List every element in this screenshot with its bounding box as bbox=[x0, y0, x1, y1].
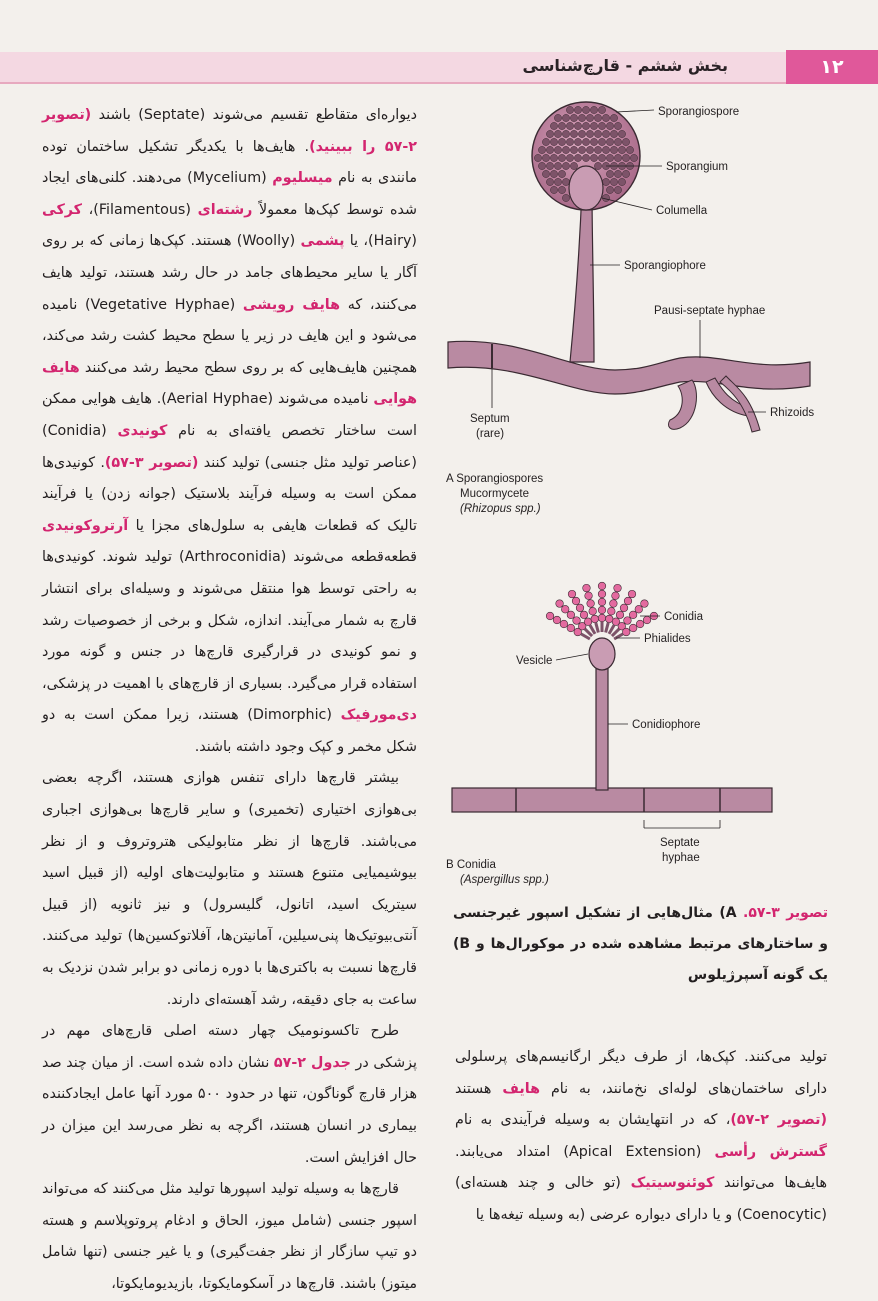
spore bbox=[538, 146, 545, 153]
conidium bbox=[567, 624, 575, 632]
caption-b-line2: (Aspergillus spp.) bbox=[460, 874, 549, 886]
spore bbox=[546, 178, 553, 185]
conidium bbox=[560, 620, 568, 628]
spore bbox=[566, 154, 573, 161]
spore bbox=[590, 106, 597, 113]
conidia-chains bbox=[546, 582, 658, 639]
conidium bbox=[635, 605, 643, 613]
label-vesicle: Vesicle bbox=[516, 655, 553, 667]
caption-a-line1: A Sporangiospores bbox=[446, 473, 544, 485]
spore bbox=[622, 138, 629, 145]
conidium bbox=[556, 600, 564, 608]
conidium bbox=[608, 607, 616, 615]
label-phialides: Phialides bbox=[644, 633, 691, 645]
conidium bbox=[629, 624, 637, 632]
conidium bbox=[598, 582, 606, 590]
label-conidiophore: Conidiophore bbox=[632, 719, 701, 731]
spore bbox=[582, 138, 589, 145]
spore bbox=[574, 138, 581, 145]
spore bbox=[590, 138, 597, 145]
spore bbox=[574, 122, 581, 129]
spore bbox=[554, 114, 561, 121]
spore bbox=[550, 122, 557, 129]
spore bbox=[570, 146, 577, 153]
conidium bbox=[610, 600, 618, 608]
spore bbox=[606, 154, 613, 161]
spore bbox=[558, 186, 565, 193]
spore bbox=[606, 186, 613, 193]
spore bbox=[618, 130, 625, 137]
spore bbox=[558, 122, 565, 129]
spore bbox=[562, 130, 569, 137]
conidium bbox=[573, 617, 581, 625]
rhizopus-diagram bbox=[446, 102, 814, 515]
phialide bbox=[609, 625, 614, 634]
spore bbox=[574, 106, 581, 113]
spore bbox=[618, 178, 625, 185]
paragraph-4: قارچ‌ها به وسیله تولید اسپورها تولید مثل می‌کنند که می‌تواند اسپور جنسی (شامل میوز، الحاق و ادغام پروتوپلاسم و هسته دو تیپ سازگار از نظر جفت‌گیری) و یا غیر جنسی (تنها شامل میتوز) باشند. قارچ‌ها در آسکومایکوتا، بازیدیومایکوتا، bbox=[42, 1181, 417, 1292]
spore bbox=[570, 130, 577, 137]
spore bbox=[590, 122, 597, 129]
conidium bbox=[598, 590, 606, 598]
spore bbox=[538, 162, 545, 169]
spore bbox=[590, 154, 597, 161]
conidium bbox=[589, 607, 597, 615]
conidium bbox=[629, 611, 637, 619]
spore bbox=[554, 178, 561, 185]
spore bbox=[566, 138, 573, 145]
label-septum-rare: (rare) bbox=[476, 428, 505, 440]
spore bbox=[534, 154, 541, 161]
phialide bbox=[612, 629, 619, 636]
conidium bbox=[572, 597, 580, 605]
conidium bbox=[614, 584, 622, 592]
figure-diagram bbox=[430, 90, 878, 890]
spore bbox=[554, 146, 561, 153]
conidium bbox=[568, 590, 576, 598]
spore bbox=[602, 114, 609, 121]
caption-a-line2: Mucormycete bbox=[460, 488, 530, 500]
conidium bbox=[636, 620, 644, 628]
caption-label: تصویر ۳-۵۷. bbox=[743, 905, 829, 921]
label-septate: Septate bbox=[660, 837, 700, 849]
caption-b-line1: B Conidia bbox=[446, 859, 496, 871]
phialide bbox=[585, 629, 592, 636]
spore bbox=[558, 170, 565, 177]
label-rhizoids: Rhizoids bbox=[770, 407, 815, 419]
label-septum: Septum bbox=[470, 413, 510, 425]
spore bbox=[622, 154, 629, 161]
spore bbox=[570, 114, 577, 121]
conidium bbox=[580, 611, 588, 619]
phialide bbox=[590, 625, 595, 634]
spore bbox=[542, 154, 549, 161]
spore bbox=[578, 146, 585, 153]
conidium bbox=[616, 611, 624, 619]
spore bbox=[566, 122, 573, 129]
spore bbox=[546, 146, 553, 153]
spore bbox=[582, 106, 589, 113]
label-sporangiospore: Sporangiospore bbox=[658, 106, 740, 118]
chapter-title: بخش ششم - قارچ‌شناسی bbox=[522, 56, 728, 75]
conidium bbox=[598, 606, 606, 614]
label-sporangium: Sporangium bbox=[666, 161, 729, 173]
conidium bbox=[591, 615, 599, 623]
conidium bbox=[620, 604, 628, 612]
header-bar bbox=[0, 52, 878, 84]
spore bbox=[542, 170, 549, 177]
spore bbox=[614, 138, 621, 145]
caption-a-line3: (Rhizopus spp.) bbox=[460, 503, 541, 515]
spore bbox=[602, 146, 609, 153]
spore bbox=[578, 130, 585, 137]
spore bbox=[550, 186, 557, 193]
spore bbox=[542, 138, 549, 145]
paragraph-2: بیشتر قارچ‌ها دارای تنفس هوازی هستند، اگرچه بعضی بی‌هوازی اختیاری (تخمیری) و سایر قارچ‌ها بی‌هوازی اجباری می‌باشند. قارچ‌ها از نظر متابولیکی هتروتروف و از نظر بیوشیمیایی متنوع هستند و متابولیت‌های اولیه (از قبیل اسید سیتریک اسید، اتانول، گلیسرول) و نیز ثانویه (از قبیل آنتی‌بیوتیک‌ها پنی‌سیلین، آمانیتن‌ها، آفلاتوکسین‌ها) تولید می‌کنند. قارچ‌ها نسبت به باکتری‌ها با دوره زمانی دو برابر شدن نزدیک به ساعت به جای دقیقه، رشد آهسته‌ای دارند. bbox=[42, 770, 417, 1008]
label-columella: Columella bbox=[656, 205, 708, 217]
spore bbox=[546, 130, 553, 137]
label-septate-hyphae: hyphae bbox=[662, 852, 700, 864]
spore bbox=[570, 162, 577, 169]
spore bbox=[582, 122, 589, 129]
conidium bbox=[585, 592, 593, 600]
spore bbox=[622, 170, 629, 177]
conidium bbox=[612, 592, 620, 600]
spore bbox=[550, 154, 557, 161]
spore bbox=[562, 194, 569, 201]
spore bbox=[558, 154, 565, 161]
spore bbox=[594, 114, 601, 121]
spore bbox=[546, 162, 553, 169]
conidium bbox=[576, 604, 584, 612]
spore bbox=[582, 154, 589, 161]
spore bbox=[626, 146, 633, 153]
spore bbox=[578, 114, 585, 121]
spore bbox=[614, 170, 621, 177]
spore bbox=[606, 170, 613, 177]
label-sporangiophore: Sporangiophore bbox=[624, 260, 706, 272]
spore bbox=[562, 178, 569, 185]
spore bbox=[554, 162, 561, 169]
phialide bbox=[596, 623, 599, 633]
spore bbox=[610, 114, 617, 121]
paragraph-right-1: تولید می‌کنند. کپک‌ها، از طرف دیگر ارگانیسم‌های پرسلولی دارای ساختمان‌های لوله‌ای نخ‌مانند، به نام هایف هستند (تصویر ۲-۵۷)، که در انتهایشان به وسیله فرآیندی به نام گسترش رأسی (Apical Extension) امتداد می‌یابند. هایف‌ها می‌توانند کوئنوسیتیک (تو خالی و چند هسته‌ای) (Coenocytic) و یا دارای دیواره عرضی (به وسیله تیغه‌ها یا bbox=[455, 1049, 827, 1223]
paragraph-1: دیواره‌ای متقاطع تقسیم می‌شوند (Septate) باشند (تصویر ۲-۵۷ را ببینید). هایف‌ها با یکدیگر تشکیل ساختمان توده مانندی به نام میسلیوم (Mycelium) می‌دهند. کلنی‌های ایجاد شده توسط کپک‌ها معمولاً رشته‌ای (Filamentous)، کرکی (Hairy)، یا پشمی (Woolly) هستند. کپک‌ها زمانی که بر روی آگار یا سایر محیط‌های جامد در حال رشد هستند، تولید هایف می‌کنند، که هایف رویشی (Vegetative Hyphae) نامیده می‌شود و این هایف در زیر یا سطح محیط کشت رشد می‌کند، همچنین هایف‌هایی که بر روی سطح محیط رشد می‌کنند هایف هوایی نامیده می‌شوند (Aerial Hyphae). هایف هوایی ممکن است ساختار تخصص یافته‌ای به نام کونیدی (Conidia) (عناصر تولید مثل جنسی) تولید کنند (تصویر ۳-۵۷). کونیدی‌ها ممکن است به وسیله فرآیند بلاستیک (جوانه زدن) یا فرآیند تالیک که قطعات هایفی به سلول‌های مجزا یا آرتروکونیدی قطعه‌قطعه می‌شوند (Arthroconidia) تولید شوند. کونیدی‌ها به راحتی توسط هوا منتقل می‌شوند و وسیله‌ای برای انتشار قارچ به شمار می‌آیند. اندازه، شکل و برخی از خصوصیات رشد و نمو کونیدی در قرارگیری قارچ‌ها در جنس و گونه مورد استفاده قرار می‌گیرد. بسیاری از قارچ‌های با اهمیت در پزشکی، دی‌مورفیک (Dimorphic) هستند، زیرا ممکن است به دو شکل مخمر و کپک وجود داشته باشند. bbox=[42, 107, 418, 755]
phialide bbox=[606, 623, 609, 633]
spore bbox=[606, 122, 613, 129]
spore bbox=[562, 114, 569, 121]
conidium bbox=[641, 600, 649, 608]
spore bbox=[614, 186, 621, 193]
spore bbox=[562, 162, 569, 169]
spore bbox=[586, 130, 593, 137]
conidium bbox=[628, 590, 636, 598]
spore bbox=[614, 154, 621, 161]
spore bbox=[598, 154, 605, 161]
figure-caption bbox=[453, 898, 828, 991]
spore bbox=[618, 146, 625, 153]
spore bbox=[594, 146, 601, 153]
conidium bbox=[587, 600, 595, 608]
spore bbox=[630, 154, 637, 161]
spore bbox=[586, 114, 593, 121]
spore bbox=[562, 146, 569, 153]
spore bbox=[574, 154, 581, 161]
spore bbox=[586, 146, 593, 153]
phialide bbox=[581, 634, 590, 639]
caption-text: A) مثال‌هایی از تشکیل اسپور غیرجنسی و ساختارهای مرتبط مشاهده شده در موکورال‌ها و B) یک گونه آسپرژیلوس bbox=[453, 905, 828, 983]
figure-fungal-structures bbox=[430, 90, 878, 980]
aspergillus-diagram bbox=[446, 582, 772, 886]
conidium bbox=[546, 612, 554, 620]
paragraph-3: طرح تاکسونومیک چهار دسته اصلی قارچ‌های مهم در پزشکی در جدول ۲-۵۷ نشان داده شده است. از میان چند صد هزار قارچ گوناگون، تنها در حدود ۵۰۰ مورد آنها عامل ایجادکننده بیماری در انسان هستند، اگرچه به نظر می‌رسد این میزان در حال افزایش است. bbox=[42, 1023, 417, 1166]
conidium bbox=[567, 611, 575, 619]
conidium bbox=[553, 616, 561, 624]
spore bbox=[602, 178, 609, 185]
label-pausi-septate: Pausi-septate hyphae bbox=[654, 305, 766, 317]
page-number: ۱۲ bbox=[786, 50, 878, 84]
conidium bbox=[583, 584, 591, 592]
right-text-column bbox=[455, 1042, 827, 1232]
conidium bbox=[622, 628, 630, 636]
spore bbox=[558, 138, 565, 145]
conidium bbox=[624, 597, 632, 605]
spore bbox=[594, 162, 601, 169]
conidium bbox=[598, 598, 606, 606]
spore bbox=[550, 138, 557, 145]
left-text-column bbox=[42, 100, 417, 1301]
spore bbox=[610, 178, 617, 185]
spore bbox=[610, 130, 617, 137]
spore bbox=[614, 122, 621, 129]
spore bbox=[566, 106, 573, 113]
conidium bbox=[561, 605, 569, 613]
spore bbox=[554, 130, 561, 137]
conidium bbox=[624, 617, 632, 625]
spore bbox=[606, 138, 613, 145]
spore bbox=[610, 146, 617, 153]
conidium bbox=[643, 616, 651, 624]
spore bbox=[594, 130, 601, 137]
conidium bbox=[598, 614, 606, 622]
spore bbox=[598, 138, 605, 145]
spore bbox=[598, 122, 605, 129]
spore bbox=[602, 130, 609, 137]
spore bbox=[598, 106, 605, 113]
spore bbox=[550, 170, 557, 177]
label-conidia: Conidia bbox=[664, 611, 703, 623]
